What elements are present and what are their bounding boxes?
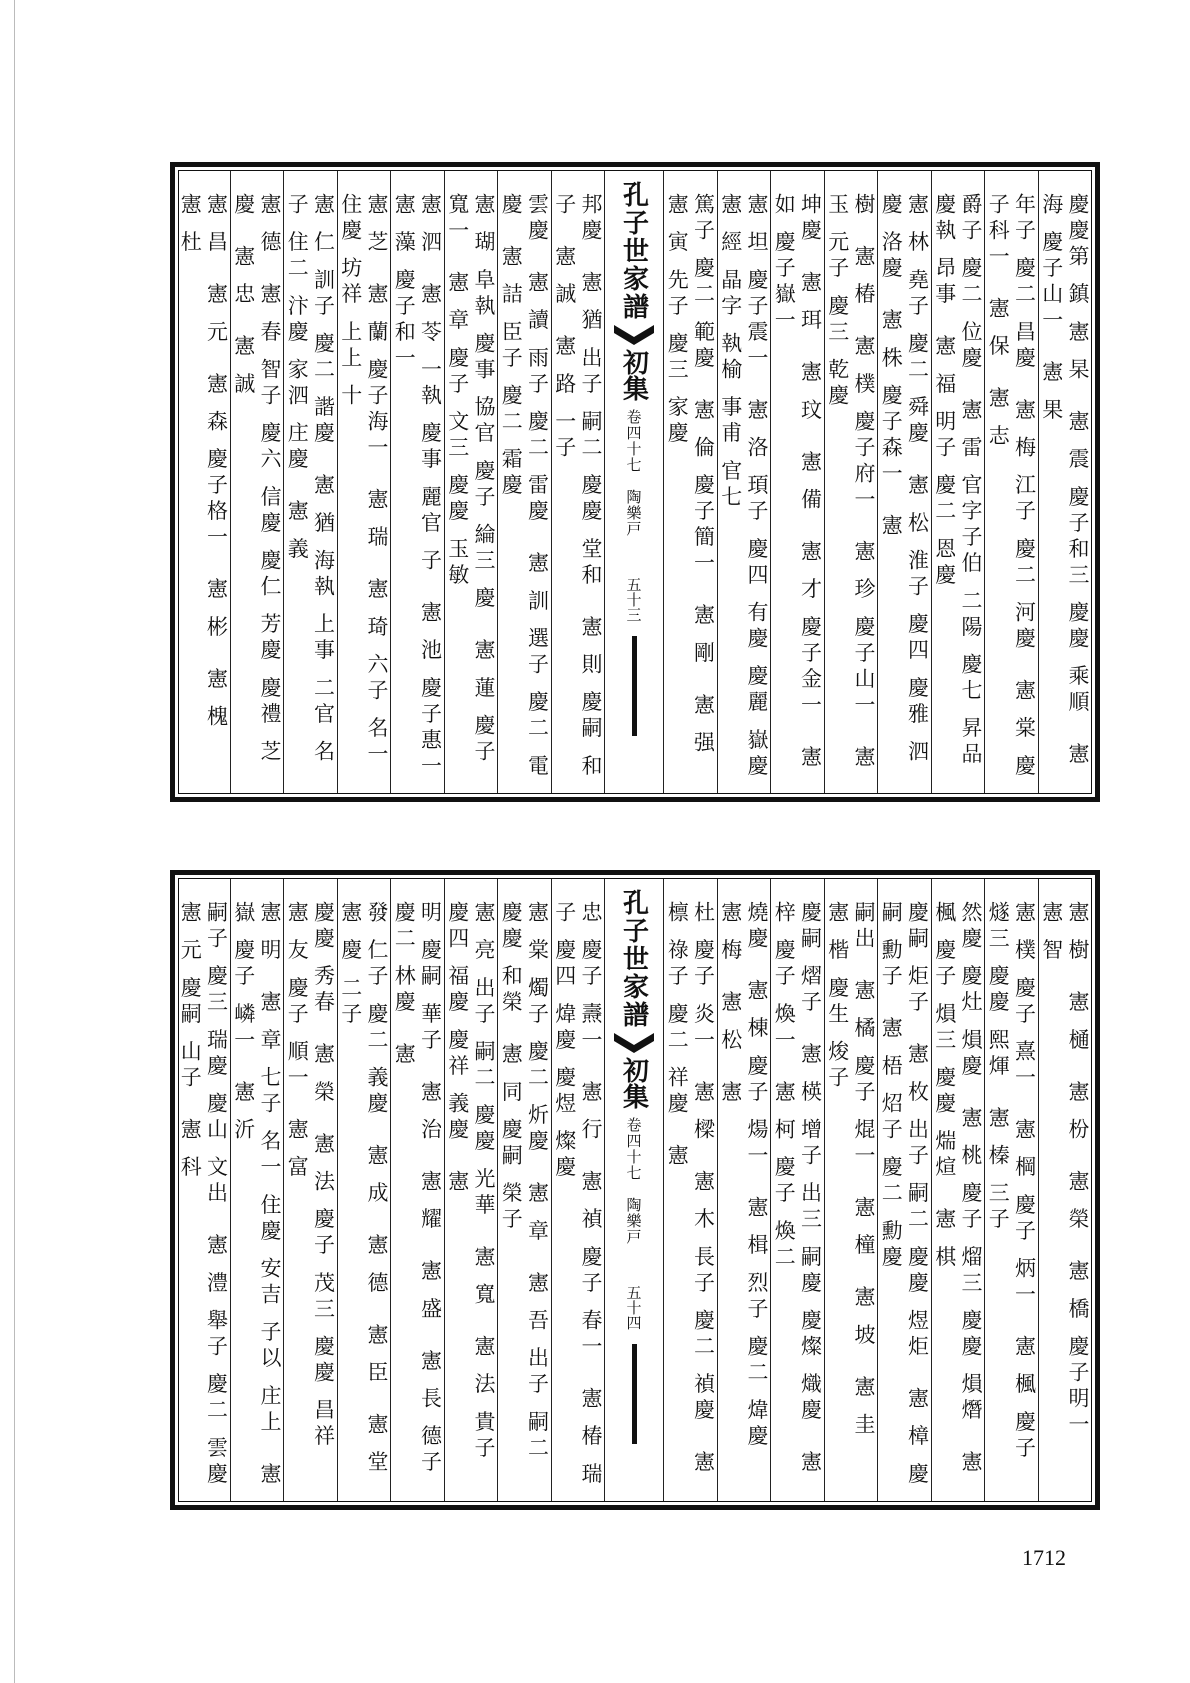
genealogy-column — [877, 879, 931, 1501]
column-text: 慶慶第 鎮 憲 杲 憲 震 慶子和三 慶慶 乘順 憲 海 慶子山一 憲 果 — [1039, 193, 1090, 781]
column-text: 然慶 慶灶 熉慶 憲 桃 慶子 熘三 慶慶 熉熸 憲 楓 慶子 熉三 慶慶 煓煊 憲 棋 — [932, 901, 983, 1489]
column-text: 燒慶 憲 棟 慶子 煬一 憲 楫 烈子 慶二 煒慶 憲 梅 憲 松 憲 — [718, 901, 769, 1477]
genealogy-column — [877, 171, 931, 793]
genealogy-page-lower — [170, 870, 1100, 1515]
scan-margin-line — [14, 0, 15, 1683]
column-text: 樹 憲 椿 憲 樸 慶子府一 憲 珍 慶子山一 憲 玉 元子 慶三 乾慶 — [825, 193, 876, 784]
column-text: 明 慶嗣 華子 憲 治 憲 耀 憲 盛 憲 長 德子 慶二 林慶 憲 — [392, 901, 443, 1489]
column-text: 爵子 慶二 位慶 憲 雷 官字子伯 二陽 慶七 昇品 慶執 昂事 憲 福 明子 慶二 恩慶 — [932, 193, 983, 781]
genealogy-column — [444, 879, 498, 1501]
genealogy-column — [497, 171, 551, 793]
column-text: 慶嗣 熠子 憲 楧 增子 出三 嗣慶 慶燦 熾慶 憲 梓 慶子 煥一 憲 柯 慶子 煥二 — [772, 901, 823, 1489]
page-inner-frame — [178, 170, 1092, 807]
genealogy-column — [551, 171, 605, 793]
center-margin-strip — [604, 171, 663, 793]
genealogy-column — [1038, 171, 1092, 793]
genealogy-column — [1038, 879, 1092, 1501]
genealogy-column — [177, 879, 230, 1515]
genealogy-column — [337, 879, 391, 1501]
genealogy-column — [444, 171, 498, 793]
section-label: 卷四十七 陶樂戸 — [624, 1117, 643, 1245]
column-text: 憲 樹 憲 樋 憲 枌 憲 榮 憲 橋 慶子明一 憲 智 — [1039, 901, 1090, 1466]
genealogy-column — [663, 879, 717, 1501]
book-title: 孔子世家譜 — [618, 889, 649, 1029]
genealogy-page-upper — [170, 162, 1100, 807]
fish-tail-mark-icon — [614, 1033, 654, 1053]
volume-label: 初集 — [618, 349, 649, 401]
column-text: 憲 昌 憲 元 憲 森 慶子格一 憲 彬 憲 槐 憲 杜 — [178, 193, 229, 758]
genealogy-column — [230, 879, 284, 1501]
genealogy-column — [717, 879, 771, 1501]
column-text: 憲 明 憲 章 七子 名一 住慶 安吉 子以 庄上 憲 嶽 慶子 嶙一 憲 沂 — [231, 901, 282, 1501]
column-text: 年子 慶二 昌慶 憲 梅 江子 慶二 河慶 憲 棠 慶子科一 憲 保 憲 志 — [986, 193, 1037, 781]
column-text: 嗣出 憲 橘 慶子 焜一 憲 橦 憲 坡 憲 圭 憲 楷 慶生 焌子 — [825, 901, 876, 1466]
column-text: 杜 慶子 炎一 憲 樑 憲 木 長子 慶二 禎慶 憲 檩 祿子 慶二 祥慶 憲 — [665, 901, 716, 1489]
column-text: 慶慶 秀春 憲 榮 憲 法 慶子 茂三 慶慶 昌祥 憲 友 慶子 順一 憲 富 — [285, 901, 336, 1477]
column-text: 嗣子 慶三 瑞慶 慶山 文出 憲 澧 舉子 慶二 雲慶 憲 元 慶嗣 山子 憲 科 — [178, 901, 229, 1515]
genealogy-column — [390, 879, 444, 1501]
column-text: 篤子 慶二 範慶 憲 倫 慶子簡一 憲 剛 憲 强 憲 寅 先子 慶三 家慶 — [665, 193, 716, 784]
center-bar — [632, 1344, 637, 1444]
column-text: 坤慶 憲 珥 憲 玟 憲 備 憲 才 慶子金一 憲 如 慶子嶽一 — [772, 193, 823, 784]
column-text: 發 仁子 慶二 義慶 憲 成 憲 德 憲 臣 憲 堂 憲 慶 二子 — [338, 901, 389, 1503]
column-text: 憲 亮 出子 嗣二 慶慶 光華 憲 寬 憲 法 貴子 慶四 福慶 慶祥 義慶 憲 — [445, 901, 496, 1475]
column-text: 邦慶 憲 猶 出子 嗣二 慶慶 堂和 憲 則 慶嗣 和子 憲 誠 憲 路 一子 — [552, 193, 603, 781]
column-text: 忠 慶子 燾一 憲 行 憲 禎 慶子 春一 憲 椿 瑞子 慶四 煒慶 慶煜 燦慶 — [552, 901, 603, 1489]
genealogy-column — [770, 879, 824, 1501]
page-number: 1712 — [1022, 1545, 1066, 1570]
volume-label: 初集 — [618, 1057, 649, 1109]
book-title: 孔子世家譜 — [618, 181, 649, 321]
genealogy-column — [337, 171, 391, 793]
section-label: 卷四十七 陶樂戸 — [624, 409, 643, 537]
column-text: 憲 林 堯子 慶二 舜慶 憲 松 淮子 慶四 慶雅 泗慶 洛慶 憲 株 慶子森一 憲 — [879, 193, 930, 767]
genealogy-column — [497, 879, 551, 1501]
genealogy-column — [931, 879, 985, 1501]
fish-tail-mark-icon — [614, 325, 654, 345]
column-text: 慶嗣 炬子 憲 枚 出子 嗣二 慶慶 煜炬 憲 樟 慶嗣 勳子 憲 梧 炤子 慶二 勳慶 — [879, 901, 930, 1489]
column-text: 憲 瑚 阜執 慶事 協官 慶子 綸三 慶 憲 蓮 慶子寬一 憲 章 慶子 文三 慶慶 玉敏 — [445, 193, 496, 767]
genealogy-column — [663, 171, 717, 793]
genealogy-column — [551, 879, 605, 1501]
column-text: 憲 泗 憲 苓 一執 慶事 麗官 子 憲 池 慶子惠一 憲 藻 慶子和一 — [392, 193, 443, 807]
page-inner-frame — [178, 878, 1092, 1515]
column-text: 憲 芝 憲 蘭 慶子海一 憲 瑞 憲 琦 六子 名一 住慶 坊祥 上上 十 — [338, 193, 389, 781]
genealogy-column — [177, 171, 230, 793]
genealogy-column — [717, 171, 771, 807]
genealogy-column — [984, 171, 1038, 793]
leaf-number: 五十三 — [624, 577, 643, 622]
column-text: 憲 仁 訓子 慶二 諧慶 憲 猶 海執 上事 二官 名子 住二 汴慶 家泗 庄慶 憲 義 — [285, 193, 336, 767]
column-text: 憲 棠 燭子 慶二 炘慶 憲 章 憲 吾 出子 嗣二 慶慶 和榮 憲 同 慶嗣 榮子 — [499, 901, 550, 1475]
genealogy-column — [824, 171, 878, 793]
genealogy-column — [230, 171, 284, 793]
column-text: 憲 坦 慶子震一 憲 洛 頊子 慶四 有慶 慶麗 嶽慶 憲 經 晶字 執榆 事甫 官七 — [718, 193, 769, 807]
genealogy-column — [770, 171, 824, 793]
column-text: 憲 樸 慶子 熹一 憲 棡 慶子 炳一 憲 楓 慶子 燧三 慶慶 熙煇 憲 榛 三子 — [986, 901, 1037, 1475]
genealogy-column — [390, 171, 444, 807]
genealogy-column — [283, 171, 337, 793]
genealogy-column — [283, 879, 337, 1501]
genealogy-column — [824, 879, 878, 1501]
center-margin-strip — [604, 879, 663, 1501]
column-text: 雲慶 憲 讀 雨子 慶二 雷慶 憲 訓 選子 慶二 電慶 憲 詰 臣子 慶二 霜慶 — [499, 193, 550, 781]
center-bar — [632, 636, 637, 736]
genealogy-column — [984, 879, 1038, 1501]
leaf-number: 五十四 — [624, 1285, 643, 1330]
genealogy-column — [931, 171, 985, 793]
column-text: 憲 德 憲 春 智子 慶六 信慶 慶仁 芳慶 慶禮 芝慶 憲 忠 憲 誠 — [231, 193, 282, 767]
